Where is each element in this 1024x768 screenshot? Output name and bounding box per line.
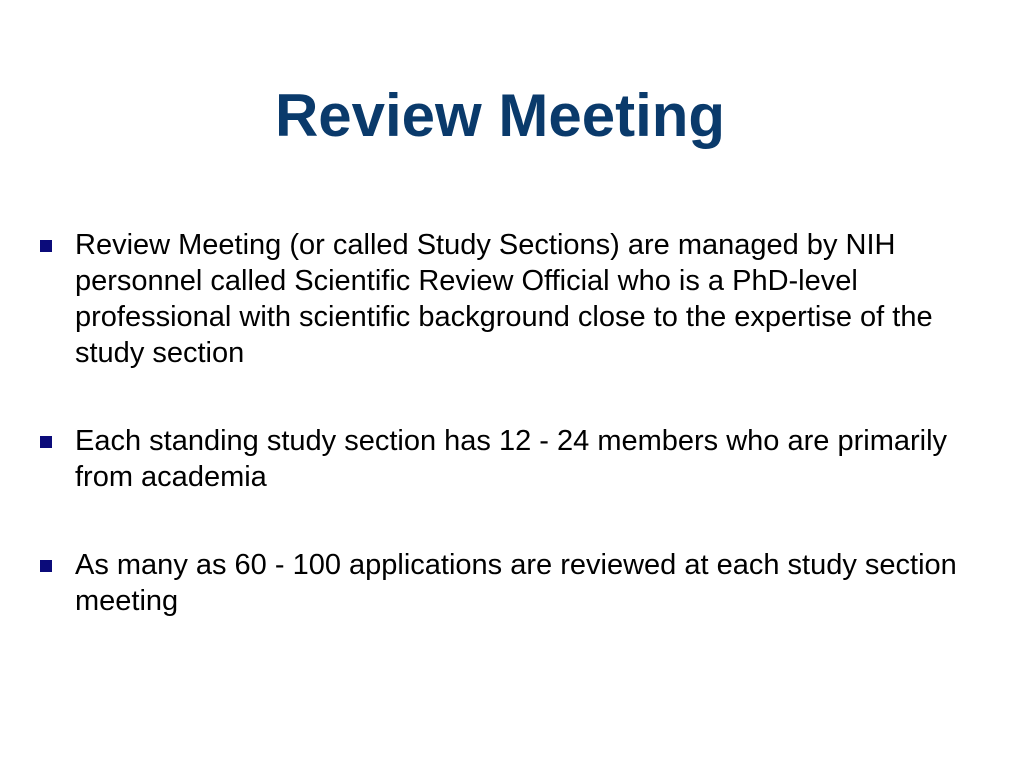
- bullet-item: [36, 423, 976, 495]
- bullet-item: [36, 547, 976, 619]
- bullet-item: [36, 227, 976, 371]
- bullet-text: As many as 60 - 100 applications are reviewed at each study section meeting: [75, 549, 957, 617]
- slide-title: Review Meeting: [274, 82, 726, 149]
- bullet-text: Each standing study section has 12 - 24 members who are primarily from academia: [75, 425, 948, 493]
- bullet-list: [36, 227, 976, 671]
- bullet-text: Review Meeting (or called Study Sections) are managed by NIH personnel called Scientific Review Official who is a PhD-level professional with scientific background close to the expertise of the study section: [75, 229, 933, 369]
- square-bullet-icon: [40, 436, 52, 448]
- square-bullet-icon: [40, 560, 52, 572]
- square-bullet-icon: [40, 240, 52, 252]
